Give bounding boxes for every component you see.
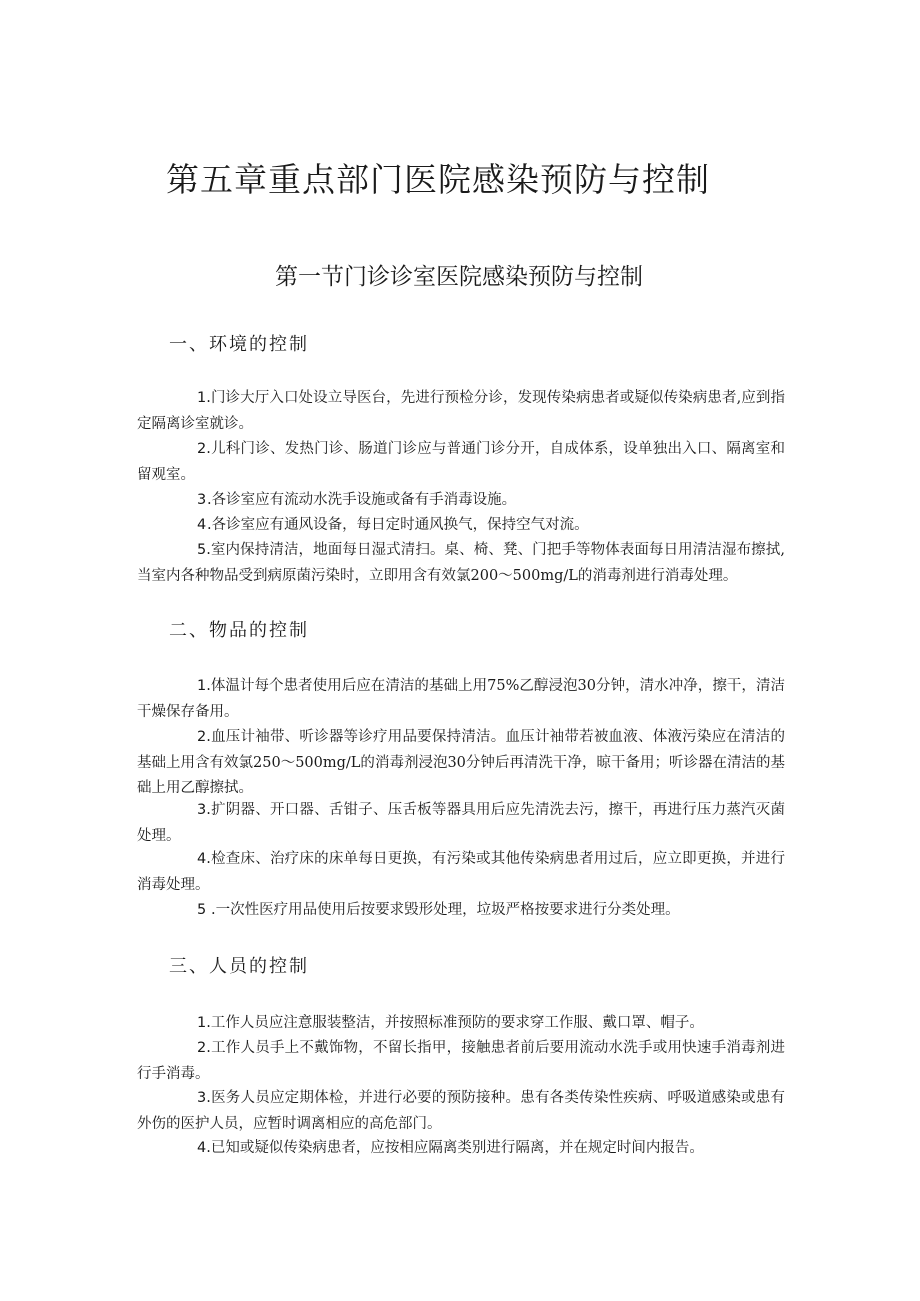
item-number: 5 xyxy=(197,902,207,918)
item-text: .工作人员手上不戴饰物，不留长指甲，接触患者前后要用流动水洗手或用快速手消毒剂进行手消毒。 xyxy=(137,1040,785,1082)
paragraph-env-2 xyxy=(137,437,785,488)
paragraph-personnel-1 xyxy=(137,1011,785,1037)
paragraph-env-4 xyxy=(137,513,785,539)
item-number: 4 xyxy=(197,1140,207,1156)
item-text: .已知或疑似传染病患者，应按相应隔离类别进行隔离，并在规定时间内报告。 xyxy=(206,1140,704,1156)
item-text: .检查床、治疗床的床单每日更换，有污染或其他传染病患者用过后，应立即更换，并进行消毒处理。 xyxy=(137,851,785,893)
item-number: 2 xyxy=(197,729,207,745)
paragraph-items-5 xyxy=(137,898,785,924)
item-text: .各诊室应有流动水洗手设施或备有手消毒设施。 xyxy=(207,492,517,508)
paragraph-env-1 xyxy=(137,386,785,437)
section-title: 第一节门诊诊室医院感染预防与控制 xyxy=(275,264,643,290)
item-number: 1 xyxy=(197,1015,207,1031)
paragraph-items-3 xyxy=(137,798,785,849)
heading-personnel-control: 三、人员的控制 xyxy=(169,956,309,977)
item-number: 3 xyxy=(197,802,207,818)
item-number: 1 xyxy=(197,678,207,694)
paragraph-env-5 xyxy=(137,538,785,589)
item-text: .医务人员应定期体检，并进行必要的预防接种。患有各类传染性疾病、呼吸道感染或患有外伤的医护人员，应暂时调离相应的高危部门。 xyxy=(137,1090,785,1132)
item-text: .体温计每个患者使用后应在清洁的基础上用75%乙醇浸泡30分钟，清水冲净，擦干，清洁干燥保存备用。 xyxy=(137,678,785,720)
item-number: 4 xyxy=(197,517,207,533)
item-number: 3 xyxy=(197,1090,207,1106)
paragraph-items-2 xyxy=(137,725,785,802)
item-text: .门诊大厅入口处设立导医台，先进行预检分诊，发现传染病患者或疑似传染病患者,应到指定隔离诊室就诊。 xyxy=(137,390,785,432)
item-number: 2 xyxy=(197,1040,207,1056)
item-text: .血压计袖带、听诊器等诊疗用品要保持清洁。血压计袖带若被血液、体液污染应在清洁的基础上用含有效氯250～500mg∕L的消毒剂浸泡30分钟后再清洗干净，晾干备用；听诊器在清洁的基础上用乙醇擦拭。 xyxy=(137,729,785,796)
paragraph-personnel-4 xyxy=(137,1136,785,1162)
paragraph-items-4 xyxy=(137,847,785,898)
paragraph-personnel-2 xyxy=(137,1036,785,1087)
item-number: 4 xyxy=(197,851,207,867)
item-number: 2 xyxy=(197,441,207,457)
item-text: .工作人员应注意服装整洁，并按照标准预防的要求穿工作服、戴口罩、帽子。 xyxy=(206,1015,704,1031)
item-text: .各诊室应有通风设备，每日定时通风换气，保持空气对流。 xyxy=(207,517,589,533)
item-number: 1 xyxy=(197,390,207,406)
item-text: .儿科门诊、发热门诊、肠道门诊应与普通门诊分开，自成体系，设单独出入口、隔离室和留观室。 xyxy=(137,441,785,483)
paragraph-personnel-3 xyxy=(137,1086,785,1137)
heading-environment-control: 一、环境的控制 xyxy=(169,334,309,355)
item-number: 3 xyxy=(197,492,207,508)
item-text: .室内保持清洁，地面每日湿式清扫。桌、椅、凳、门把手等物体表面每日用清洁湿布擦拭,当室内各种物品受到病原菌污染时，立即用含有效氯200～500mg∕L的消毒剂进行消毒处理。 xyxy=(137,542,785,584)
paragraph-items-1 xyxy=(137,674,785,725)
paragraph-env-3 xyxy=(137,488,785,514)
item-number: 5 xyxy=(197,542,207,558)
item-text: .扩阴器、开口器、舌钳子、压舌板等器具用后应先清洗去污，擦干，再进行压力蒸汽灭菌处理。 xyxy=(137,802,785,844)
heading-items-control: 二、物品的控制 xyxy=(169,620,309,641)
chapter-title: 第五章重点部门医院感染预防与控制 xyxy=(166,160,710,199)
item-text: .一次性医疗用品使用后按要求毁形处理，垃圾严格按要求进行分类处理。 xyxy=(211,902,680,918)
